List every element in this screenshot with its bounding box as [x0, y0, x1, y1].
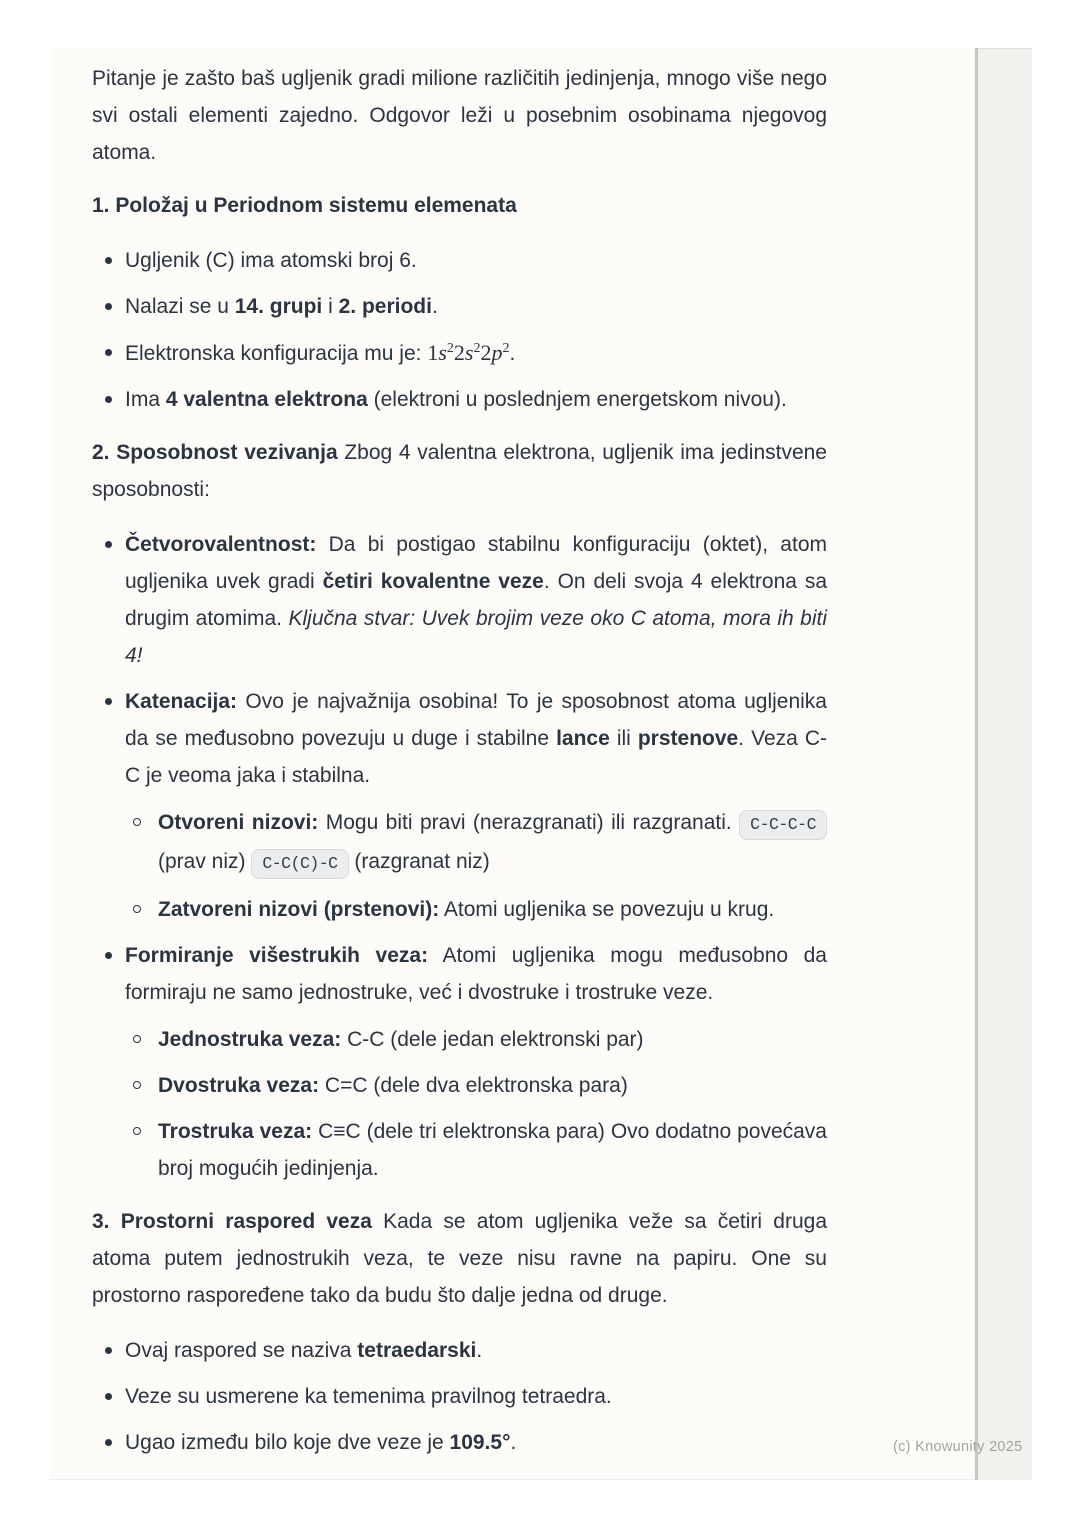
list-item: Ima 4 valentna elektrona (elektroni u poslednjem energetskom nivou). — [92, 381, 827, 418]
watermark-text: (c) Knowunity 2025 — [893, 1439, 1023, 1455]
list-item: Elektronska konfiguracija mu je: $1s^22s^22p^2$. — [92, 334, 827, 372]
section-2-list — [92, 526, 827, 1187]
list-item-single-bond: Jednostruka veza: C-C (dele jedan elektronski par) — [125, 1021, 827, 1058]
list-item-closed-chains: Zatvoreni nizovi (prstenovi): Atomi ugljenika se povezuju u krug. — [125, 891, 827, 928]
intro-paragraph: Pitanje je zašto baš ugljenik gradi milione različitih jedinjenja, mnogo više nego svi ostali elementi zajedno. Odgovor leži u posebnim osobinama njegovog atoma. — [92, 67, 827, 164]
section-1-list — [92, 242, 827, 418]
document-page — [50, 48, 975, 1480]
list-item-text: Formiranje višestrukih veza: Atomi ugljenika mogu međusobno da formiraju ne samo jednostruke, već i dvostruke i trostruke veze. — [125, 944, 827, 1004]
code-chip: C-C-C-C — [739, 810, 827, 840]
list-item-open-chains: Otvoreni nizovi: Mogu biti pravi (nerazgranati) ili razgranati. C-C-C-C (prav niz) C-C(C)-C (razgranat niz) — [125, 804, 827, 882]
multiple-bonds-sublist — [125, 1021, 827, 1187]
section-3-list — [92, 1332, 827, 1461]
list-item-text: Katenacija: Ovo je najvažnija osobina! To je sposobnost atoma ugljenika da se međusobno povezuju u duge i stabilne lance ili prstenove. Veza C-C je veoma jaka i stabilna. — [125, 690, 828, 787]
list-item: Veze su usmerene ka temenima pravilnog tetraedra. — [92, 1378, 827, 1415]
list-item: Ovaj raspored se naziva tetraedarski. — [92, 1332, 827, 1369]
code-chip: C-C(C)-C — [251, 849, 348, 879]
list-item-multiple-bonds — [92, 937, 827, 1187]
scrollbar-track[interactable] — [978, 48, 1032, 1480]
catenation-sublist — [125, 804, 827, 928]
list-item-double-bond: Dvostruka veza: C=C (dele dva elektronska para) — [125, 1067, 827, 1104]
list-item-tetravalence: Četvorovalentnost: Da bi postigao stabilnu konfiguraciju (oktet), atom ugljenika uvek gradi četiri kovalentne veze. On deli svoja 4 elektrona sa drugim atomima. Ključna stvar: Uvek brojim veze oko C atoma, mora ih biti 4! — [92, 526, 827, 674]
list-item-triple-bond: Trostruka veza: C≡C (dele tri elektronska para) Ovo dodatno povećava broj mogućih jedinjenja. — [125, 1113, 827, 1187]
list-item-catenation — [92, 683, 827, 928]
section-3-paragraph: 3. Prostorni raspored veza Kada se atom ugljenika veže sa četiri druga atoma putem jednostrukih veza, te veze nisu ravne na papiru. One su prostorno raspoređene tako da budu što dalje jedna od druge. — [92, 1210, 827, 1307]
section-1-heading: 1. Položaj u Periodnom sistemu elemenata — [92, 194, 517, 217]
list-item: Ugao između bilo koje dve veze je 109.5°. — [92, 1424, 827, 1461]
document-content — [50, 48, 827, 1461]
list-item: Ugljenik (C) ima atomski broj 6. — [92, 242, 827, 279]
section-2-paragraph: 2. Sposobnost vezivanja Zbog 4 valentna elektrona, ugljenik ima jedinstvene sposobnosti: — [92, 441, 827, 501]
list-item: Nalazi se u 14. grupi i 2. periodi. — [92, 288, 827, 325]
